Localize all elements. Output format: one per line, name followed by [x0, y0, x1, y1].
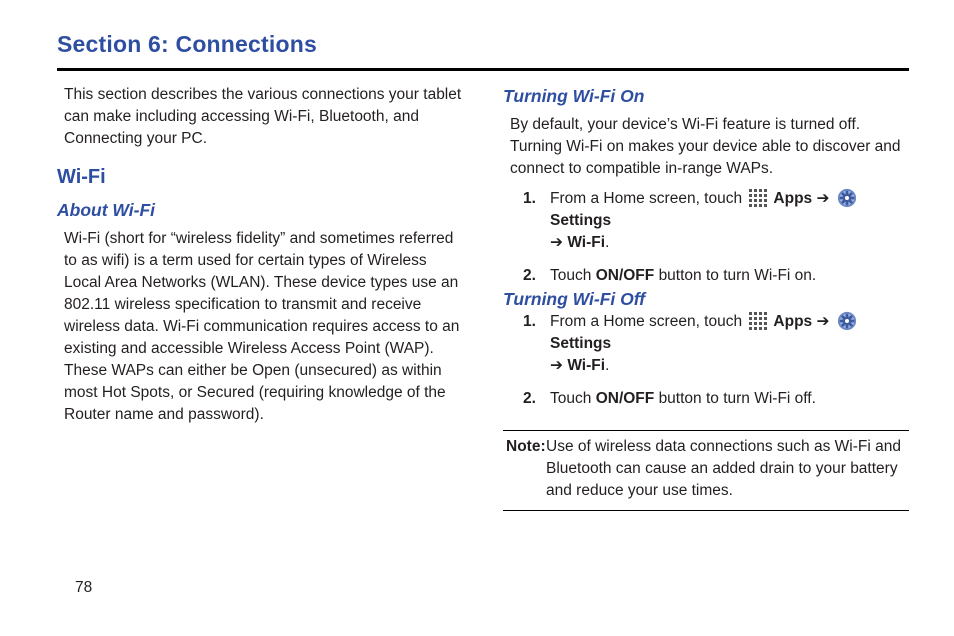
list-item: [503, 188, 909, 254]
settings-gear-icon: [836, 311, 858, 331]
turn-on-steps: [503, 188, 909, 287]
arrow-glyph: ➔: [816, 313, 830, 330]
note-label: Note:: [506, 438, 546, 455]
turning-wifi-on-paragraph: By default, your device’s Wi-Fi feature is turned off. Turning Wi-Fi on makes your device able to discover and connect to compatible in-range WAPs.: [510, 116, 901, 177]
turning-wifi-off-heading: Turning Wi-Fi Off: [503, 289, 646, 309]
left-column: [57, 84, 467, 426]
on-off-label: ON/OFF: [595, 390, 655, 407]
intro-paragraph: This section describes the various connections your tablet can make including accessing Wi-Fi, Bluetooth, and Connecting your PC.: [64, 86, 462, 147]
apps-grid-icon: [748, 311, 770, 331]
turning-wifi-on-heading: Turning Wi-Fi On: [503, 86, 645, 106]
arrow-glyph: ➔: [550, 234, 563, 251]
step-number: 1.: [523, 313, 536, 330]
page-title: Section 6: Connections: [57, 31, 317, 57]
turn-off-steps: [503, 311, 909, 410]
wifi-section-heading: Wi-Fi: [57, 166, 106, 188]
period: .: [605, 357, 610, 374]
apps-grid-icon: [748, 188, 770, 208]
settings-label: Settings: [550, 335, 612, 352]
list-item: [503, 265, 909, 287]
step-text: Touch: [550, 390, 592, 407]
step-text: From a Home screen, touch: [550, 190, 743, 207]
step-text: button to turn Wi-Fi on.: [658, 267, 817, 284]
step-number: 2.: [523, 390, 536, 407]
step-text: button to turn Wi-Fi off.: [658, 390, 816, 407]
step-text: From a Home screen, touch: [550, 313, 743, 330]
note-text: Use of wireless data connections such as Wi-Fi and Bluetooth can cause an added drain to your battery and reduce your use times.: [546, 438, 901, 499]
arrow-glyph: ➔: [816, 190, 830, 207]
page-number: 78: [75, 579, 93, 596]
period: .: [605, 234, 610, 251]
wifi-label: Wi-Fi: [567, 357, 606, 374]
settings-label: Settings: [550, 212, 612, 229]
about-wifi-heading: About Wi-Fi: [57, 200, 156, 220]
note-box: [503, 430, 909, 511]
list-item: [503, 388, 909, 410]
list-item: [503, 311, 909, 377]
step-text: Touch: [550, 267, 592, 284]
wifi-label: Wi-Fi: [567, 234, 606, 251]
on-off-label: ON/OFF: [595, 267, 655, 284]
apps-label: Apps: [773, 190, 813, 207]
step-number: 2.: [523, 267, 536, 284]
about-wifi-paragraph: Wi-Fi (short for “wireless fidelity” and sometimes referred to as wifi) is a term used for certain types of Wireless Local Area Networks (WLAN). These device types use an 802.11 wireless specification to transmit and receive wireless data. Wi-Fi communication requires access to an existing and accessible Wireless Access Point (WAP). These WAPs can either be Open (unsecured) as within most Hot Spots, or Secured (requiring knowledge of the Router name and password).: [64, 230, 460, 423]
step-number: 1.: [523, 190, 536, 207]
arrow-glyph: ➔: [550, 357, 563, 374]
settings-gear-icon: [836, 188, 858, 208]
title-divider: [57, 68, 909, 71]
apps-label: Apps: [773, 313, 813, 330]
right-column: [503, 84, 909, 511]
